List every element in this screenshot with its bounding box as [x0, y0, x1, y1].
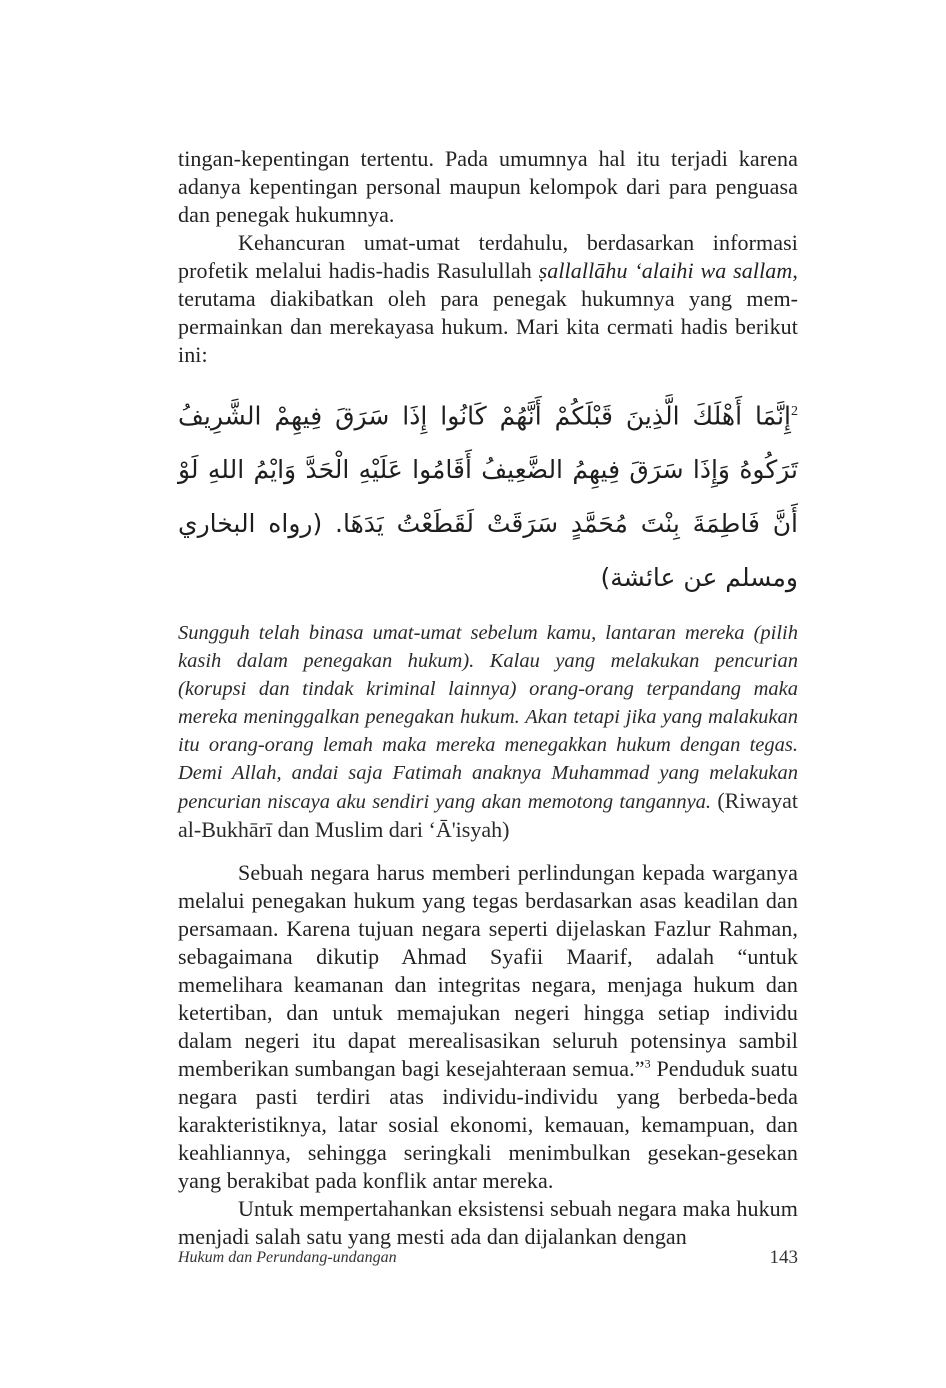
hadith-source: (Riwayat al-Bukhārī dan Muslim dari ‘Ā'isyah) [178, 788, 799, 843]
paragraph-continuation: tingan-kepentingan tertentu. Pada umumnya hal itu terjadi karena adanya kepentingan personal maupun kelompok dari para penguasa dan penegak hukumnya. [178, 146, 798, 227]
page-body [178, 145, 798, 1251]
footnote-ref: 3 [644, 1057, 651, 1071]
hadith-arabic-text: إِنَّمَا أَهْلَكَ الَّذِينَ قَبْلَكُمْ أَنَّهُمْ كَانُوا إِذَا سَرَقَ فِيهِمْ الشَّرِيفُ تَرَكُوهُ وَإِذَا سَرَقَ فِيهِمُ الضَّعِيفُ أَقَامُوا عَلَيْهِ الْحَدَّ وَايْمُ اللهِ لَوْ أَنَّ فَاطِمَةَ بِنْتَ مُحَمَّدٍ سَرَقَتْ لَقَطَعْتُ يَدَهَا. (رواه البخاري ومسلم عن عائشة) [178, 401, 798, 593]
paragraph-text: Penduduk suatu negara pasti terdiri atas individu-individu yang berbeda-beda karakteristiknya, latar sosial ekonomi, kemauan, kemampuan, dan keahliannya, sehingga seringkali menimbulkan gesekan-gesekan yang berakibat pada konflik antar mereka. [178, 1056, 798, 1194]
honorific-phrase: ṣallallāhu ‘alaihi wa sallam [538, 258, 793, 283]
paragraph-prophetic-info [178, 229, 798, 369]
page-number: 143 [769, 1247, 798, 1268]
paragraph-text: , terutama diakibatkan oleh para penegak hukumnya yang mempermainkan dan merekayasa hukum. Mari kita cermati hadis berikut ini: [178, 258, 798, 367]
paragraph-state-protection [178, 859, 798, 1195]
hadith-arabic [178, 385, 798, 605]
translation-text: Sungguh telah binasa umat-umat sebelum kamu, lantaran mereka (pilih kasih dalam penegakan hukum). Kalau yang melakukan pencurian (korupsi dan tindak kriminal lainnya) orang-orang terpandang maka mereka meninggalkan penegakan hukum. Akan tetapi jika yang malakukan itu orang-orang lemah maka mereka menegakkan hukum dengan tegas. Demi Allah, andai saja Fatimah anaknya Muhammad yang melakukan pencurian niscaya aku sendiri yang akan memotong tangannya. [178, 622, 798, 814]
footnote-ref: 2 [791, 404, 798, 419]
paragraph-text: Kehancuran umat-umat terdahulu, berdasarkan informasi profetik melalui hadis-hadis Rasulullah [178, 230, 798, 283]
page-footer [178, 1247, 798, 1271]
hadith-translation [178, 619, 798, 845]
paragraph-existence: Untuk mempertahankan eksistensi sebuah negara maka hukum menjadi salah satu yang mesti ada dan dijalankan dengan [178, 1196, 798, 1250]
running-title: Hukum dan Perundang-undangan [178, 1249, 397, 1266]
paragraph-text: Sebuah negara harus memberi perlindungan kepada warganya melalui penegakan hukum yang tegas berdasarkan asas keadilan dan persamaan. Karena tujuan negara seperti dijelaskan Fazlur Rahman, sebagaimana dikutip Ahmad Syafii Maarif, adalah “untuk memelihara keamanan dan integritas negara, menjaga hukum dan ketertiban, dan untuk memajukan negeri hingga setiap individu dalam negeri itu dapat merealisasikan seluruh potensinya sambil memberikan sumbangan bagi kesejahteraan semua.” [178, 860, 798, 1082]
